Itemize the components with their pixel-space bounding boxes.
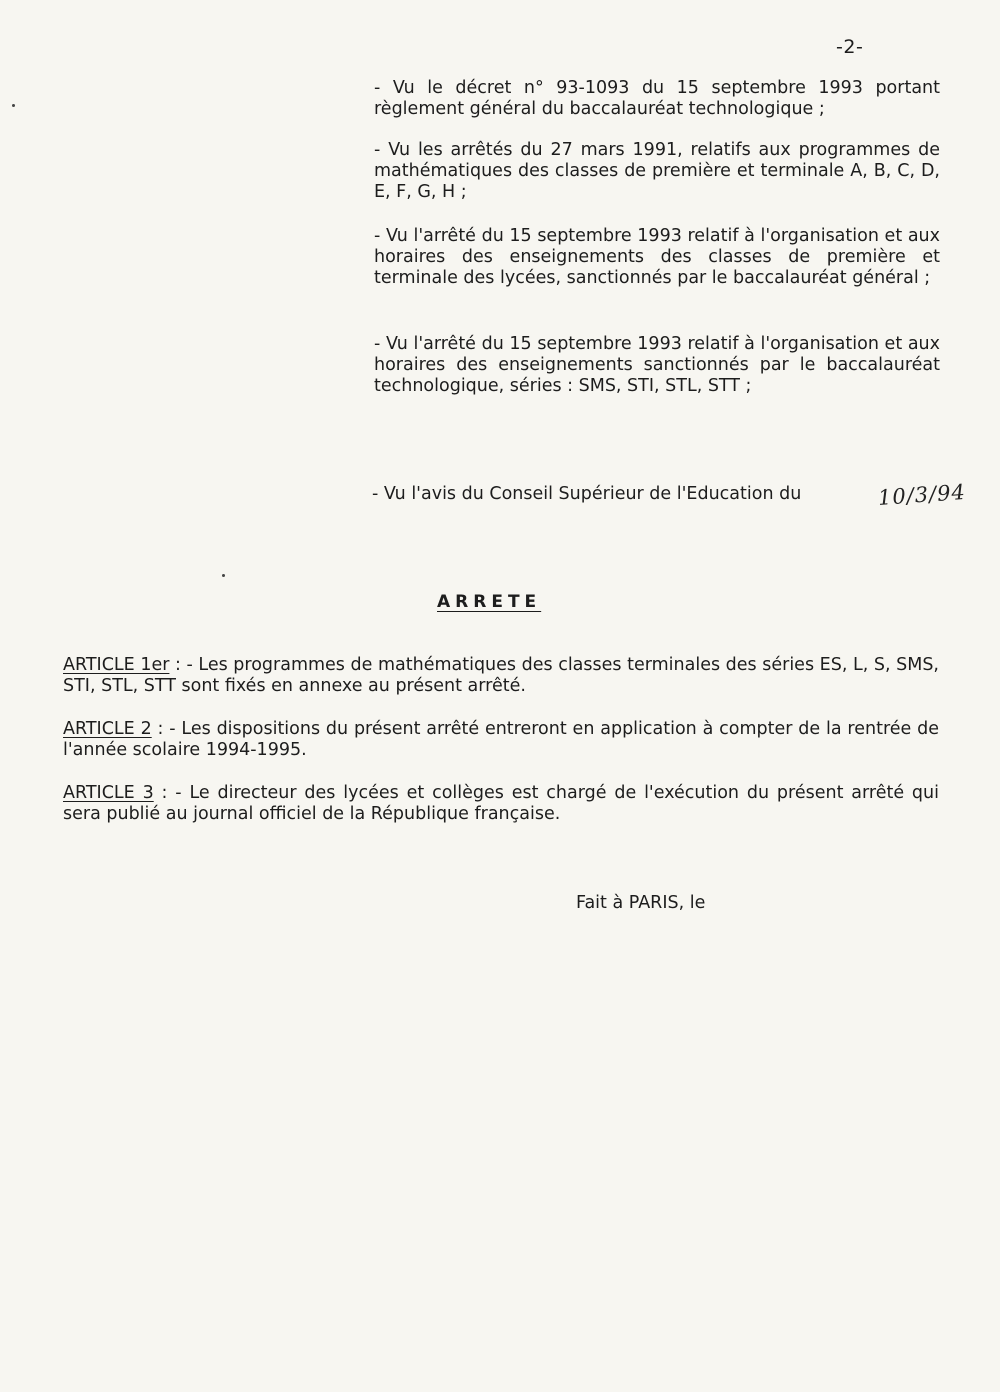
article-2	[63, 719, 939, 761]
consideration-decree-1993: - Vu le décret n° 93-1093 du 15 septembre 1993 portant règlement général du baccalauréat technologique ;	[374, 78, 940, 119]
consideration-avis-conseil: - Vu l'avis du Conseil Supérieur de l'Education du	[372, 484, 802, 504]
handwritten-date: 10/3/94	[877, 479, 967, 510]
stray-dot	[12, 104, 15, 107]
article-3	[63, 783, 939, 825]
closing-place-date: Fait à PARIS, le	[576, 893, 706, 913]
article-2-text: : - Les dispositions du présent arrêté entreront en application à compter de la rentrée de l'année scolaire 1994-1995.	[63, 719, 939, 760]
consideration-arrete-technologique: - Vu l'arrêté du 15 septembre 1993 relatif à l'organisation et aux horaires des enseignements sanctionnés par le baccalauréat technologique, séries : SMS, STI, STL, STT ;	[374, 334, 940, 396]
article-1-label: ARTICLE 1er	[63, 655, 170, 675]
consideration-arretes-1991: - Vu les arrêtés du 27 mars 1991, relatifs aux programmes de mathématiques des classes de première et terminale A, B, C, D, E, F, G, H ;	[374, 140, 940, 202]
article-3-label: ARTICLE 3	[63, 783, 154, 803]
decree-heading: ARRETE	[437, 592, 542, 612]
article-1	[63, 655, 939, 697]
consideration-arrete-general: - Vu l'arrêté du 15 septembre 1993 relatif à l'organisation et aux horaires des enseignements des classes de première et terminale des lycées, sanctionnés par le baccalauréat général ;	[374, 226, 940, 288]
article-1-text: : - Les programmes de mathématiques des classes terminales des séries ES, L, S, SMS, STI, STL, STT sont fixés en annexe au présent arrêté.	[63, 655, 939, 696]
page-number: -2-	[836, 36, 864, 58]
article-2-label: ARTICLE 2	[63, 719, 152, 739]
stray-dot	[222, 574, 225, 577]
article-3-text: : - Le directeur des lycées et collèges est chargé de l'exécution du présent arrêté qui sera publié au journal officiel de la République française.	[63, 783, 939, 824]
